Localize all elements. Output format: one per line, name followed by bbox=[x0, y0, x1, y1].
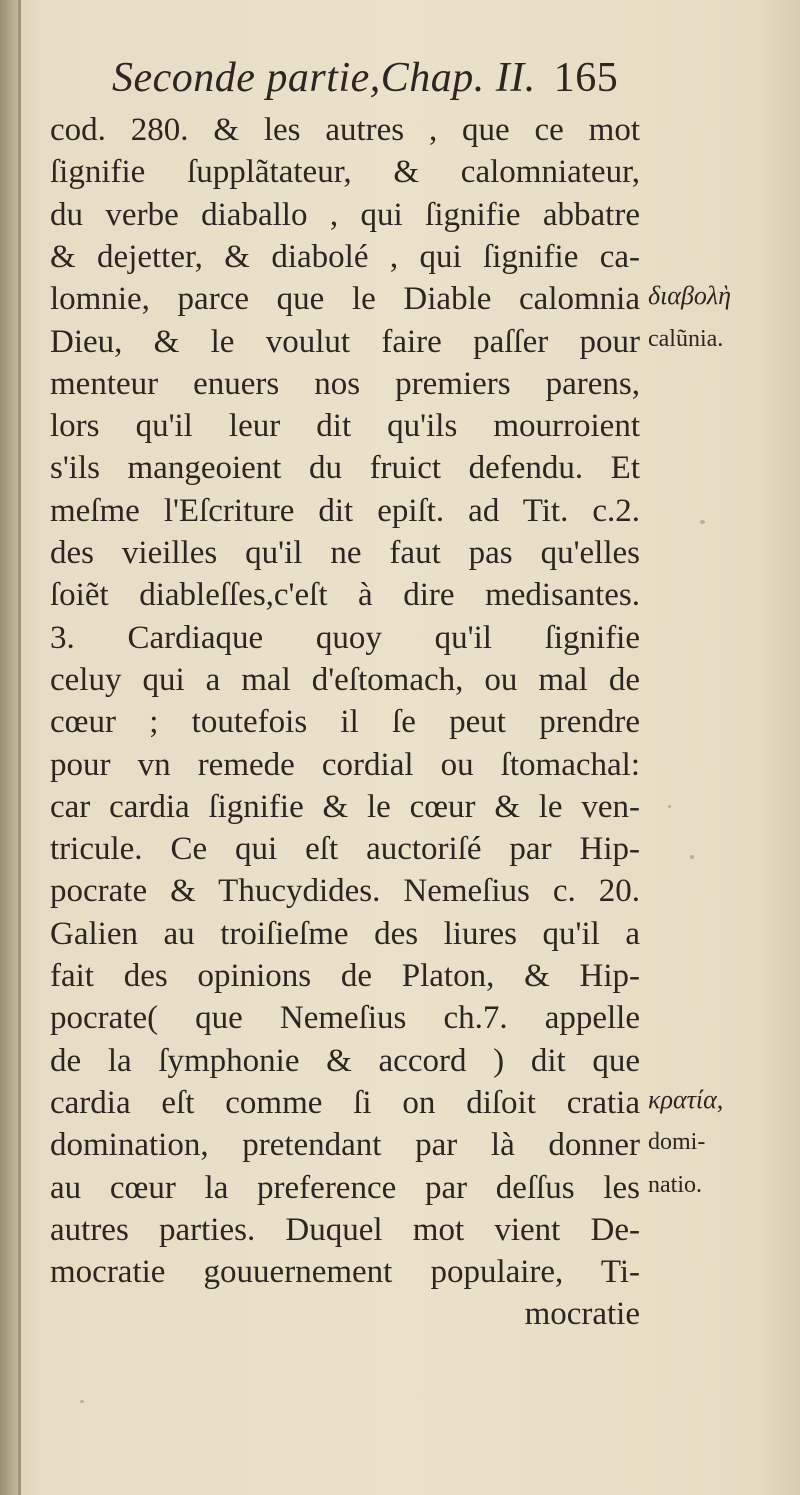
margin-note: διαβολὴ bbox=[648, 281, 732, 311]
text-line: du verbe diaballo , qui ſignifie abbatre bbox=[50, 196, 640, 233]
text-line: tricule. Ce qui eſt auctoriſé par Hip- bbox=[50, 831, 640, 868]
text-line: pocrate( que Nemeſius ch.7. appelle bbox=[50, 1000, 640, 1037]
text-line: & dejetter, & diabolé , qui ſignifie ca- bbox=[50, 238, 640, 275]
margin-note: domi- bbox=[648, 1129, 706, 1156]
text-line: car cardia ſignifie & le cœur & le ven- bbox=[50, 788, 640, 825]
margin-note: calũnia. bbox=[648, 325, 724, 352]
catchword: mocratie bbox=[524, 1296, 640, 1333]
gutter-shadow bbox=[0, 0, 18, 1495]
text-line: celuy qui a mal d'eſtomach, ou mal de bbox=[50, 661, 640, 698]
margin-note: κρατία, bbox=[648, 1084, 724, 1114]
text-line: mocratie gouuernement populaire, Ti- bbox=[50, 1254, 640, 1291]
text-line: ſoiẽt diableſſes,c'eſt à dire medisantes. bbox=[50, 577, 640, 614]
text-line: ſignifie ſupplãtateur, & calomniateur, bbox=[50, 154, 640, 191]
margin-note: natio. bbox=[648, 1171, 702, 1198]
text-line: fait des opinions de Platon, & Hip- bbox=[50, 958, 640, 994]
text-line: domination, pretendant par là donner bbox=[50, 1127, 640, 1164]
text-line: Dieu, & le voulut faire paſſer pour bbox=[50, 323, 640, 360]
text-line: des vieilles qu'il ne faut pas qu'elles bbox=[50, 535, 640, 571]
text-line: Galien au troiſieſme des liures qu'il a bbox=[50, 915, 640, 952]
running-head bbox=[112, 52, 652, 104]
paper-speck bbox=[668, 805, 671, 808]
paper-speck bbox=[690, 855, 694, 859]
text-line: cardia eſt comme ſi on diſoit cratia bbox=[50, 1084, 640, 1121]
text-line: cod. 280. & les autres , que ce mot bbox=[50, 112, 640, 148]
text-line: menteur enuers nos premiers parens, bbox=[50, 365, 640, 402]
gutter-line bbox=[18, 0, 21, 1495]
paper-speck bbox=[80, 1400, 84, 1403]
text-line: cœur ; toutefois il ſe peut prendre bbox=[50, 704, 640, 741]
text-line: autres parties. Duquel mot vient De- bbox=[50, 1211, 640, 1248]
text-line: lomnie, parce que le Diable calomnia bbox=[50, 281, 640, 318]
text-line: 3. Cardiaque quoy qu'il ſignifie bbox=[50, 619, 640, 656]
text-line: pour vn remede cordial ou ſtomachal: bbox=[50, 746, 640, 783]
paper-speck bbox=[700, 520, 705, 524]
text-line: s'ils mangeoient du fruict defendu. Et bbox=[50, 450, 640, 487]
text-line: lors qu'il leur dit qu'ils mourroient bbox=[50, 408, 640, 445]
running-head-title: Seconde partie,Chap. II. bbox=[112, 55, 536, 101]
text-line: meſme l'Eſcriture dit epiſt. ad Tit. c.2. bbox=[50, 492, 640, 529]
text-line: pocrate & Thucydides. Nemeſius c. 20. bbox=[50, 873, 640, 910]
page-number: 165 bbox=[553, 55, 619, 101]
text-line: de la ſymphonie & accord ) dit que bbox=[50, 1042, 640, 1079]
text-line: au cœur la preference par deſſus les bbox=[50, 1169, 640, 1206]
